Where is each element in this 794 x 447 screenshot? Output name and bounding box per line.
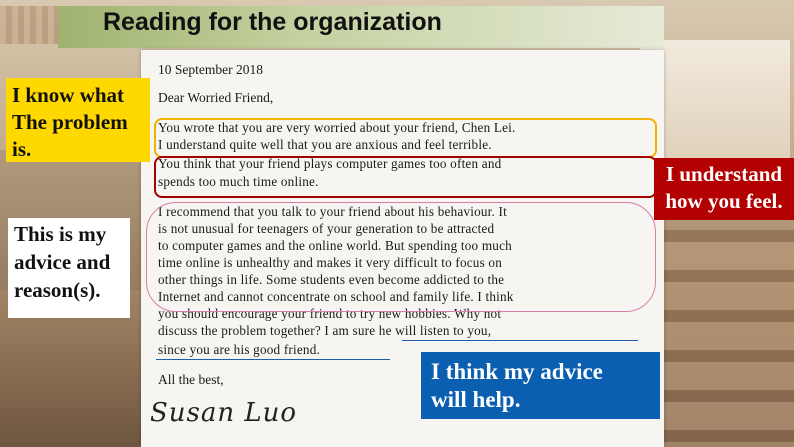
letter-line: you should encourage your friend to try new hobbies. Why not bbox=[158, 306, 502, 321]
letter-line: time online is unhealthy and makes it very difficult to focus on bbox=[158, 255, 503, 270]
callout-line: I think my advice bbox=[431, 359, 603, 384]
background-desks bbox=[650, 230, 794, 447]
letter-greeting: Dear Worried Friend, bbox=[158, 90, 274, 105]
callout-line: I know what bbox=[12, 83, 125, 107]
callout-line: This is my bbox=[14, 222, 107, 246]
letter-line: You wrote that you are very worried about your friend, Chen Lei. bbox=[158, 120, 516, 135]
letter-line: other things in life. Some students even become addicted to the bbox=[158, 272, 505, 287]
callout-line: The problem bbox=[12, 110, 128, 134]
callout-line: advice and bbox=[14, 250, 111, 274]
callout-know-problem bbox=[6, 78, 150, 162]
callout-line: I understand bbox=[665, 162, 783, 186]
callout-understand bbox=[654, 158, 794, 220]
slide-title: Reading for the organization bbox=[103, 8, 442, 36]
letter-line: discuss the problem together? I am sure he will listen to you, bbox=[158, 323, 492, 338]
callout-line: reason(s). bbox=[14, 278, 101, 302]
letter-line: Internet and cannot concentrate on school and family life. I think bbox=[158, 289, 514, 304]
letter-line: spends too much time online. bbox=[158, 174, 319, 189]
letter-line: is not unusual for teenagers of your generation to be attracted bbox=[158, 221, 495, 236]
callout-advice bbox=[8, 218, 130, 318]
callout-line: how you feel. bbox=[665, 189, 783, 213]
letter-date: 10 September 2018 bbox=[158, 62, 263, 77]
callout-line: will help. bbox=[431, 387, 521, 412]
letter-line: to computer games and the online world. But spending too much bbox=[158, 238, 512, 253]
highlight-box-advice bbox=[146, 202, 656, 312]
letter-closing: All the best, bbox=[158, 372, 224, 387]
letter-line: I recommend that you talk to your friend about his behaviour. It bbox=[158, 204, 507, 219]
letter-line: You think that your friend plays computer games too often and bbox=[158, 156, 502, 171]
callout-think bbox=[421, 352, 660, 419]
callout-line: is. bbox=[12, 137, 32, 161]
highlight-box-feeling bbox=[154, 156, 657, 198]
highlight-box-problem bbox=[154, 118, 657, 158]
letter-line: I understand quite well that you are anxious and feel terrible. bbox=[158, 137, 492, 152]
letter-line: since you are his good friend. bbox=[158, 342, 321, 357]
signature: Susan Luo bbox=[150, 398, 298, 428]
underline-sure bbox=[402, 340, 638, 341]
underline-friend bbox=[156, 359, 390, 360]
